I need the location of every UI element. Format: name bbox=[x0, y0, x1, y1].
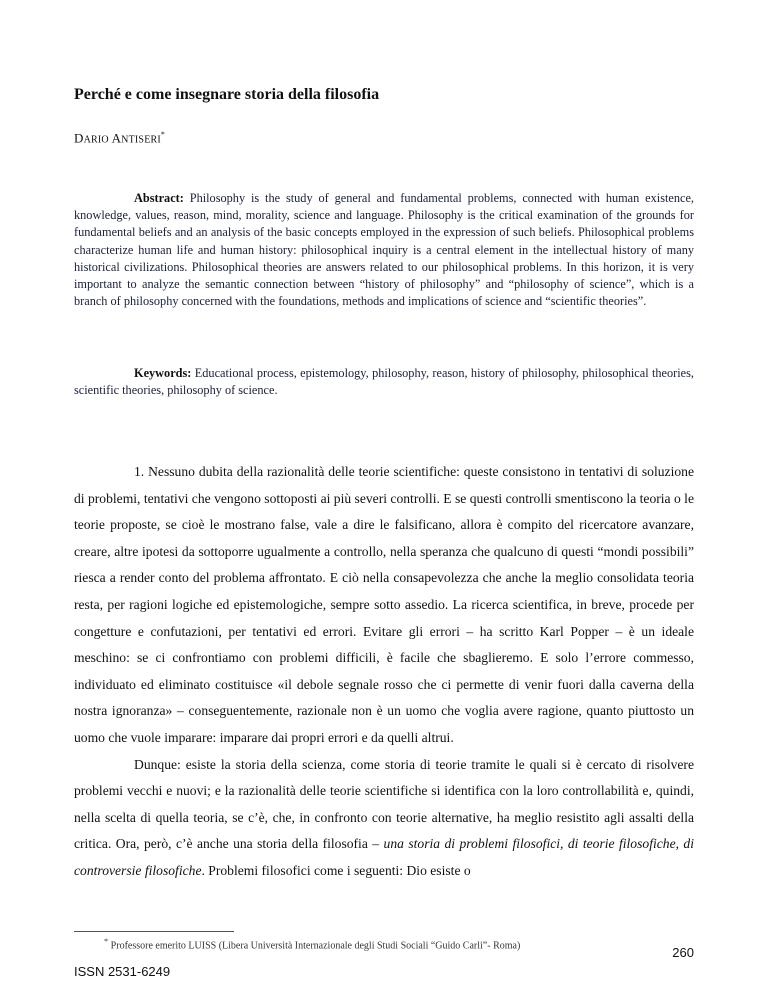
footnote bbox=[104, 937, 520, 951]
author-first-rest: ARIO bbox=[83, 134, 109, 146]
paragraph-2 bbox=[74, 752, 694, 885]
author-name bbox=[74, 130, 165, 146]
footnote-text: Professore emerito LUISS (Libera Università Internazionale degli Studi Sociali “Guido Carli”- Roma) bbox=[110, 940, 521, 952]
paragraph-2-start: Dunque: esiste la storia della scienza, come storia di teorie tramite le quali si è cercato di risolvere problemi vecchi e nuovi; e la razionalità delle teorie scientifiche si identifica con la loro controllabilità e, quindi, nella scelta di quella teoria, se c’è, che, in confronto con teorie alternative, ha meglio resistito agli assalti della critica. Ora, però, c’è anche una storia della filosofia – bbox=[74, 756, 694, 852]
author-footnote-mark: * bbox=[160, 130, 166, 139]
abstract-text: Philosophy is the study of general and fundamental problems, connected with human existence, knowledge, values, reason, mind, morality, science and language. Philosophy is the critical examination of the grounds for fundamental beliefs and an analysis of the basic concepts employed in the expression of such beliefs. Philosophical problems characterize human life and human history: philosophical inquiry is a central element in the intellectual history of many historical civilizations. Philosophical theories are answers related to our philosophical problems. In this horizon, it is very important to analyze the semantic connection between “history of philosophy” and “philosophy of science”, which is a branch of philosophy concerned with the foundations, methods and implications of science and “scientific theories”. bbox=[74, 191, 694, 309]
keywords-text: Educational process, epistemology, philosophy, reason, history of philosophy, philosophical theories, scientific theories, philosophy of science. bbox=[74, 366, 694, 398]
page-number: 260 bbox=[672, 945, 694, 960]
article-title: Perché e come insegnare storia della filosofia bbox=[74, 86, 380, 103]
paragraph-2-end: . Problemi filosofici come i seguenti: Dio esiste o bbox=[201, 862, 471, 878]
keywords-label: Keywords: bbox=[134, 366, 192, 380]
footnote-rule bbox=[74, 931, 234, 932]
footnote-mark: * bbox=[104, 937, 109, 946]
author-first-initial: D bbox=[74, 130, 84, 146]
paragraph-2-italic: una storia di problemi filosofici, di teorie filosofiche, di controversie filosofiche bbox=[74, 836, 694, 878]
paragraph-1: 1. Nessuno dubita della razionalità delle teorie scientifiche: queste consistono in tentativi di soluzione di problemi, tentativi che vengono sottoposti ai più severi controlli. E se questi controlli smentiscono la teoria o le teorie proposte, se cioè le mostrano false, vale a dire le falsificano, allora è compito del ricercatore avanzare, creare, altre ipotesi da sottoporre ugualmente a controllo, nella speranza che qualcuno di questi “mondi possibili” riesca a render conto del problema affrontato. E ciò nella consapevolezza che anche la meglio consolidata teoria resta, per ragioni logiche ed epistemologiche, sempre sotto assedio. La ricerca scientifica, in breve, procede per congetture e confutazioni, per tentativi ed errori. Evitare gli errori – ha scritto Karl Popper – è un ideale meschino: se ci confrontiamo con problemi difficili, è facile che sbaglieremo. E solo l’errore commesso, individuato ed eliminato costituisce «il debole segnale rosso che ci permette di venir fuori dalla caverna della nostra ignoranza» – conseguentemente, razionale non è un uomo che voglia avere ragione, quanto piuttosto un uomo che vuole imparare: imparare dai propri errori e da quelli altrui. bbox=[74, 464, 694, 745]
author-last-rest: NTISERI bbox=[121, 134, 161, 146]
issn: ISSN 2531-6249 bbox=[74, 964, 171, 979]
keywords bbox=[74, 365, 694, 399]
abstract-label: Abstract: bbox=[134, 191, 184, 205]
abstract bbox=[74, 190, 694, 310]
author-last-initial: A bbox=[111, 130, 122, 146]
body-text bbox=[74, 459, 694, 885]
